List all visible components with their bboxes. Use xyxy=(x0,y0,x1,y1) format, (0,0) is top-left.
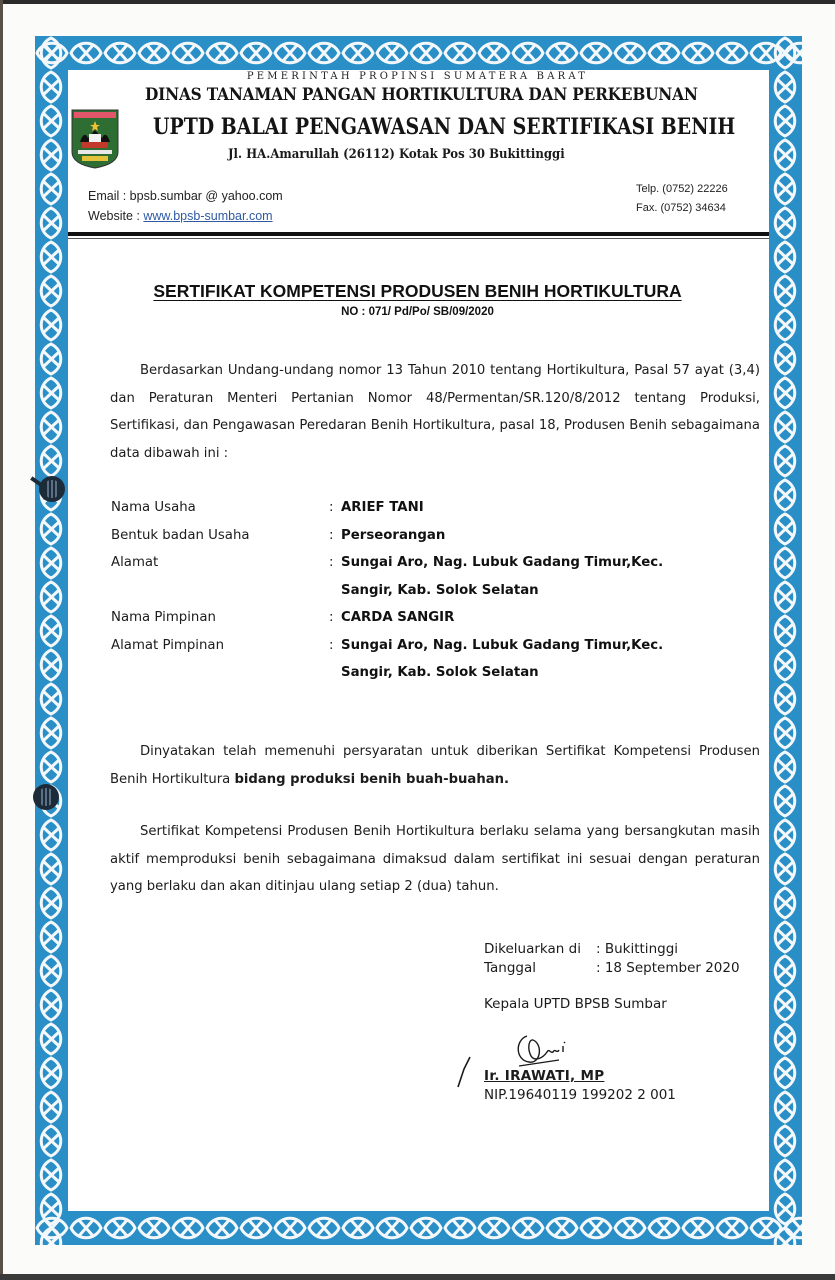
issued-date xyxy=(484,960,740,976)
field-row-leader-name xyxy=(111,604,761,632)
letterhead-divider-thin xyxy=(68,238,769,239)
field-colon: : xyxy=(329,555,334,570)
handwritten-signature-icon xyxy=(513,1030,583,1070)
binder-hole-icon xyxy=(33,784,59,810)
field-colon: : xyxy=(329,500,334,515)
issued-label: Dikeluarkan di xyxy=(484,941,581,957)
coat-of-arms-icon xyxy=(70,108,120,170)
letterhead-agency: DINAS TANAMAN PANGAN HORTIKULTURA DAN PERKEBUNAN xyxy=(145,85,698,104)
issued-place xyxy=(484,941,678,957)
field-label: Alamat Pimpinan xyxy=(111,637,224,653)
letterhead-address: Jl. HA.Amarullah (26112) Kotak Pos 30 Bukittinggi xyxy=(228,147,565,162)
date-label: Tanggal xyxy=(484,960,537,976)
producer-data-table xyxy=(111,494,761,687)
field-label: Nama Usaha xyxy=(111,500,196,515)
field-label: Alamat xyxy=(111,555,159,570)
signer-nip: NIP.19640119 199202 2 001 xyxy=(484,1087,676,1103)
signer-name: Ir. IRAWATI, MP xyxy=(484,1068,605,1084)
validity-text: Sertifikat Kompetensi Produsen Benih Hortikultura berlaku selama yang bersangkutan masih aktif memproduksi benih sebagaimana dimaksud dalam sertifikat ini sesuai dengan peraturan yang berlaku dan akan ditinjau ulang setiap 2 (dua) tahun. xyxy=(110,824,760,894)
field-colon: : xyxy=(329,610,334,625)
field-value: CARDA SANGIR xyxy=(341,610,455,625)
field-row-business-name xyxy=(111,494,761,522)
letterhead-fax: Fax. (0752) 34634 xyxy=(636,202,726,214)
letterhead-government: PEMERINTAH PROPINSI SUMATERA BARAT xyxy=(246,71,589,82)
letterhead-divider xyxy=(68,232,769,236)
field-value: ARIEF TANI xyxy=(341,500,424,515)
field-row-business-type xyxy=(111,522,761,550)
celtic-knot-border-left xyxy=(35,36,68,1245)
field-value-continued: Sangir, Kab. Solok Selatan xyxy=(341,665,539,680)
field-label: Bentuk badan Usaha xyxy=(111,527,250,543)
field-row-address xyxy=(111,549,761,577)
statement-text: Dinyatakan telah memenuhi persyaratan untuk diberikan Sertifikat Kompetensi Produsen Benih Hortikultura xyxy=(110,744,760,787)
intro-text: Berdasarkan Undang-undang nomor 13 Tahun 2010 tentang Hortikultura, Pasal 57 ayat (3,4) dan Peraturan Menteri Pertanian Nomor 48/Permentan/SR.120/8/2012 tentang Produksi, Sertifikasi, dan Pengawasan Peredaran Benih Hortikultura, pasal 18, Produsen Benih sebagaimana data dibawah ini : xyxy=(110,363,760,461)
certificate-title: SERTIFIKAT KOMPETENSI PRODUSEN BENIH HORTIKULTURA xyxy=(153,281,682,301)
field-colon: : xyxy=(329,527,334,543)
validity-paragraph xyxy=(110,818,760,901)
celtic-knot-border-right xyxy=(769,36,802,1245)
field-value-continued: Sangir, Kab. Solok Selatan xyxy=(341,582,539,598)
field-label: Nama Pimpinan xyxy=(111,610,216,625)
certificate-number: NO : 071/ Pd/Po/ SB/09/2020 xyxy=(341,306,494,318)
date-value: : 18 September 2020 xyxy=(596,960,740,976)
statement-paragraph xyxy=(110,738,760,793)
website-label: Website : xyxy=(88,209,144,223)
issued-value: : Bukittinggi xyxy=(596,941,679,957)
website-link[interactable]: www.bpsb-sumbar.com xyxy=(143,209,273,223)
field-value: Perseorangan xyxy=(341,527,446,543)
intro-paragraph xyxy=(110,357,760,467)
celtic-knot-border-top xyxy=(35,36,802,70)
signer-position: Kepala UPTD BPSB Sumbar xyxy=(484,996,667,1012)
letterhead-phone: Telp. (0752) 22226 xyxy=(636,183,728,195)
celtic-knot-border-bottom xyxy=(35,1211,802,1245)
letterhead-email: Email : bpsb.sumbar @ yahoo.com xyxy=(88,189,283,203)
field-row-leader-address xyxy=(111,632,761,660)
paper-edge-top xyxy=(0,0,835,4)
statement-field-bold: bidang produksi benih buah-buahan. xyxy=(234,771,510,787)
letterhead-website xyxy=(88,209,273,223)
paper-edge-left xyxy=(0,0,3,1280)
field-value: Sungai Aro, Nag. Lubuk Gadang Timur,Kec. xyxy=(341,637,664,653)
letterhead-unit: UPTD BALAI PENGAWASAN DAN SERTIFIKASI BENIH xyxy=(153,114,736,140)
field-colon: : xyxy=(329,637,334,653)
paper-edge-bottom xyxy=(0,1274,835,1280)
field-value: Sungai Aro, Nag. Lubuk Gadang Timur,Kec. xyxy=(341,555,664,570)
initial-mark-icon xyxy=(456,1055,472,1089)
binder-hole-icon xyxy=(39,476,65,502)
